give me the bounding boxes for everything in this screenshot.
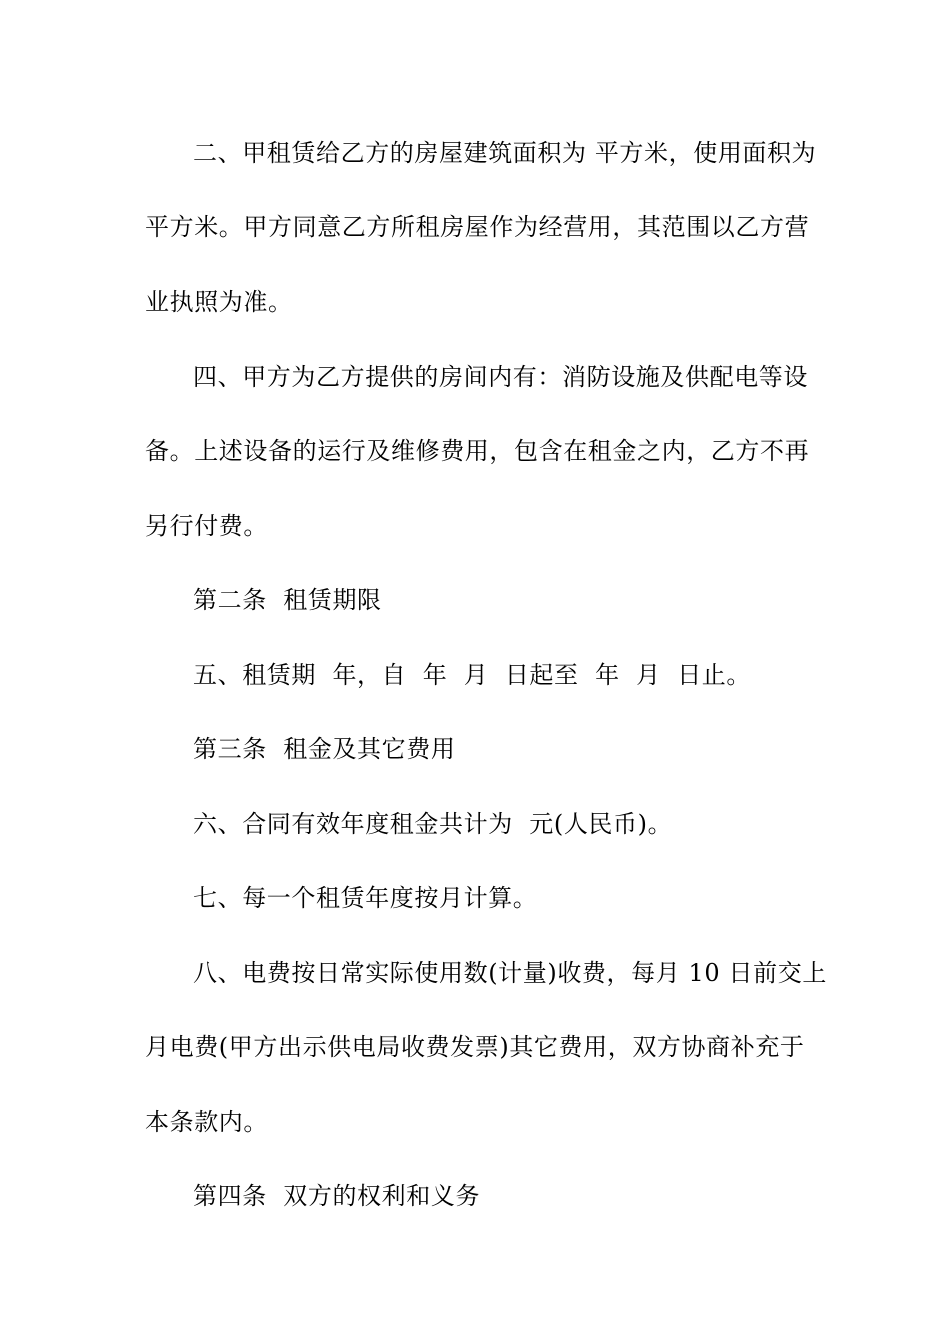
clause-4-line-3: 另行付费。	[145, 512, 268, 540]
clause-5-line-1: 五、租赁期 年，自 年 月 日起至 年 月 日止。	[193, 661, 752, 689]
article-2-heading: 第二条 租赁期限	[193, 586, 382, 614]
clause-6-line-1: 六、合同有效年度租金共计为 元(人民币)。	[193, 810, 673, 838]
clause-4-line-1: 四、甲方为乙方提供的房间内有：消防设施及供配电等设	[193, 363, 808, 391]
clause-8-line-3: 本条款内。	[145, 1108, 268, 1136]
clause-2-line-2: 平方米。甲方同意乙方所租房屋作为经营用，其范围以乙方营	[145, 213, 810, 241]
clause-7-line-1: 七、每一个租赁年度按月计算。	[193, 884, 538, 912]
clause-8-line-1: 八、电费按日常实际使用数(计量)收费，每月 10 日前交上	[193, 959, 827, 987]
article-4-heading: 第四条 双方的权利和义务	[193, 1182, 481, 1210]
clause-2-line-1: 二、甲租赁给乙方的房屋建筑面积为 平方米，使用面积为	[193, 139, 817, 167]
clause-2-line-3: 业执照为准。	[145, 288, 293, 316]
article-3-heading: 第三条 租金及其它费用	[193, 735, 456, 763]
clause-4-line-2: 备。上述设备的运行及维修费用，包含在租金之内，乙方不再	[145, 437, 810, 465]
clause-8-line-2: 月电费(甲方出示供电局收费发票)其它费用，双方协商补充于	[145, 1033, 805, 1061]
